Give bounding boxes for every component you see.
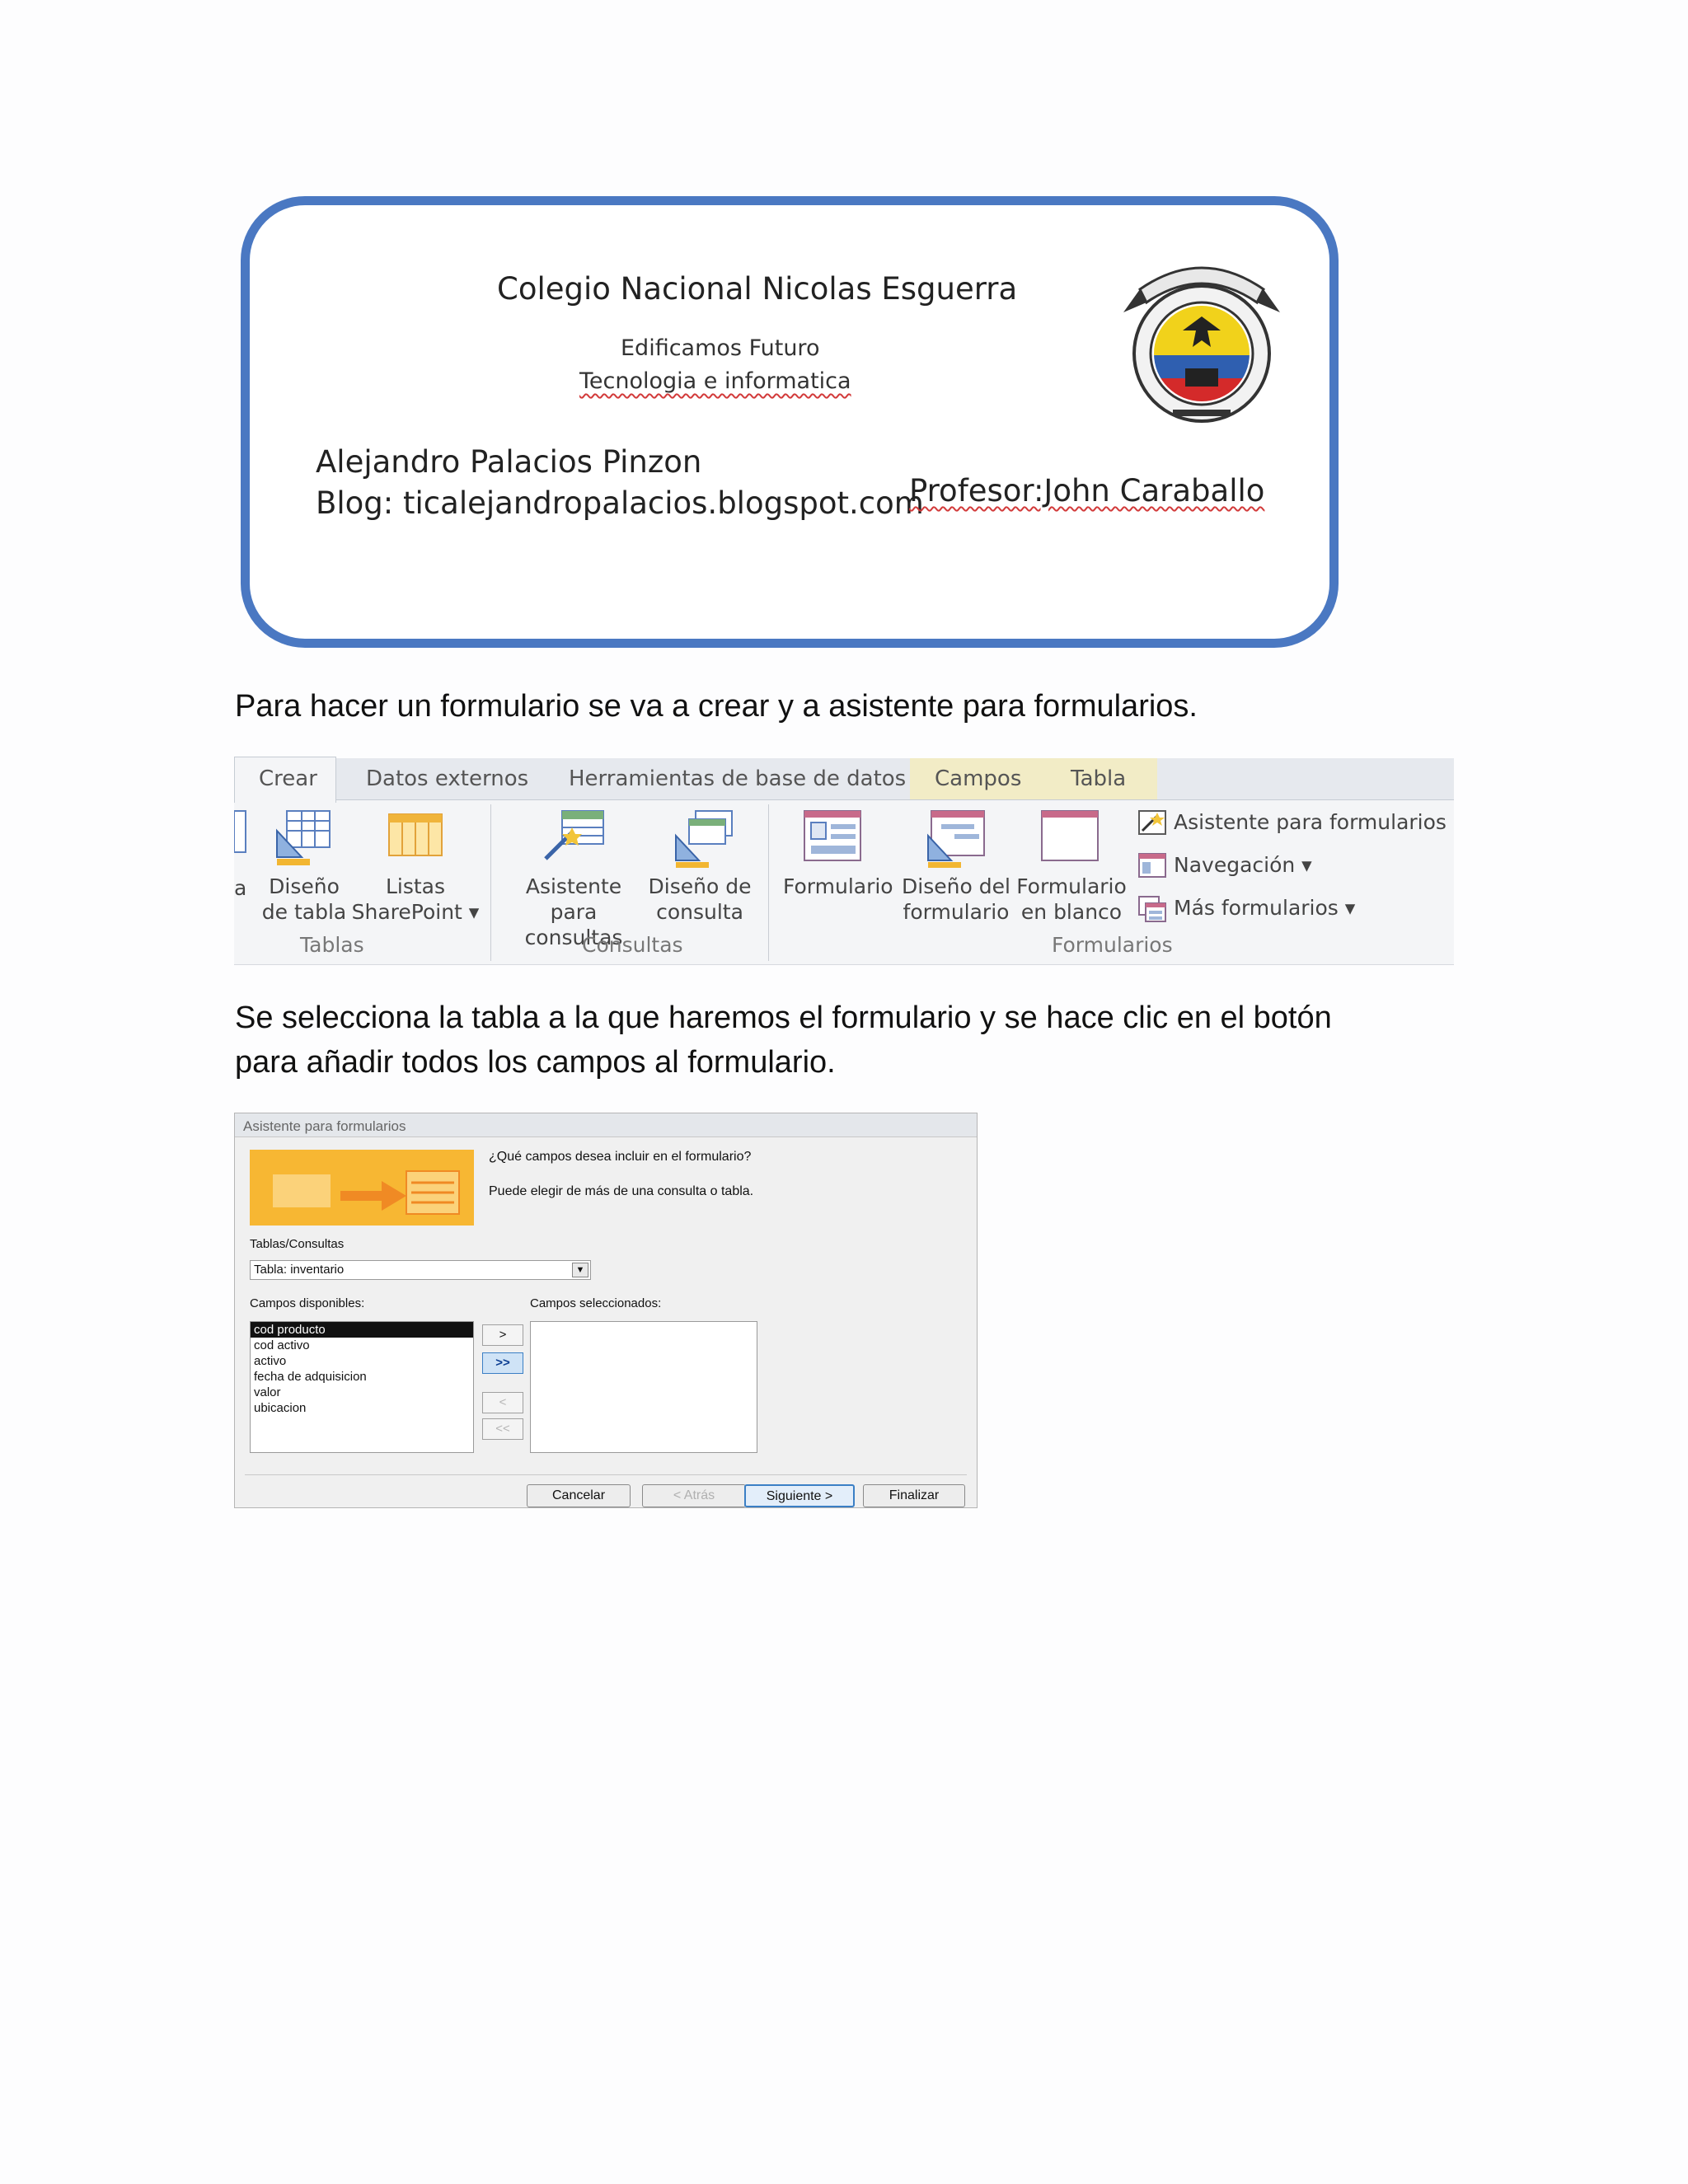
add-field-button[interactable]: > xyxy=(482,1324,523,1346)
form-wizard-dialog xyxy=(234,1113,978,1508)
selected-fields-list[interactable] xyxy=(530,1321,757,1453)
listas-label-1: Listas xyxy=(385,874,446,898)
school-name: Colegio Nacional Nicolas Esguerra xyxy=(497,271,1018,307)
diseno-formulario-label-2: formulario xyxy=(903,900,1010,924)
navigation-form-icon xyxy=(1137,852,1167,880)
group-separator xyxy=(490,804,491,961)
tab-crear[interactable]: Crear xyxy=(259,766,317,791)
header-card xyxy=(241,196,1339,648)
back-button[interactable]: < Atrás xyxy=(642,1484,746,1507)
query-design-icon xyxy=(673,809,735,869)
table-select-value: Tabla: inventario xyxy=(254,1263,345,1277)
list-item[interactable]: activo xyxy=(254,1354,287,1368)
remove-all-fields-button[interactable]: << xyxy=(482,1418,523,1440)
selected-fields-label: Campos seleccionados: xyxy=(530,1296,662,1310)
teacher-name: Profesor:John Caraballo xyxy=(909,473,1265,509)
chevron-down-icon[interactable]: ▼ xyxy=(572,1263,588,1277)
formulario-blanco-label-2: en blanco xyxy=(1020,900,1123,924)
list-item[interactable]: ubicacion xyxy=(254,1401,307,1415)
table-design-icon xyxy=(274,808,333,867)
dialog-title: Asistente para formularios xyxy=(243,1118,406,1134)
sharepoint-list-icon xyxy=(387,813,445,862)
tab-datos-externos[interactable]: Datos externos xyxy=(366,766,529,791)
ribbon-cut-label: a xyxy=(234,876,247,900)
asistente-consultas-label-1: Asistente para xyxy=(525,874,622,924)
tab-herramientas-base-datos[interactable]: Herramientas de base de datos xyxy=(569,766,907,791)
diseno-consulta-label-2: consulta xyxy=(656,900,743,924)
cancel-button[interactable]: Cancelar xyxy=(527,1484,631,1507)
wizard-hint: Puede elegir de más de una consulta o tabla. xyxy=(489,1184,754,1198)
form-wizard-icon xyxy=(1137,809,1167,837)
wizard-banner-image xyxy=(250,1150,474,1226)
access-ribbon xyxy=(234,758,1454,965)
formulario-blanco-label-1: Formulario xyxy=(1016,874,1127,898)
navegacion-label: Navegación ▾ xyxy=(1174,853,1312,877)
tab-campos[interactable]: Campos xyxy=(935,766,1022,791)
list-item[interactable]: cod producto xyxy=(251,1322,473,1338)
asistente-consultas-label-2: consultas xyxy=(524,926,623,949)
instruction-text-2-line-1: Se selecciona la tabla a la que haremos el formulario y se hace clic en el botón xyxy=(235,1001,1332,1035)
form-icon xyxy=(803,809,862,864)
remove-field-button[interactable]: < xyxy=(482,1392,523,1413)
list-item[interactable]: fecha de adquisicion xyxy=(254,1370,367,1384)
group-label-tablas: Tablas xyxy=(300,933,364,957)
form-design-icon xyxy=(925,809,987,869)
instruction-text-2-line-2: para añadir todos los campos al formulario. xyxy=(235,1045,836,1080)
formulario-label: Formulario xyxy=(783,874,893,898)
available-fields-list[interactable] xyxy=(250,1321,474,1453)
available-fields-label: Campos disponibles: xyxy=(250,1296,365,1310)
more-forms-icon xyxy=(1137,895,1167,923)
group-separator xyxy=(768,804,769,961)
diseno-consulta-label-1: Diseño de xyxy=(648,874,752,898)
ribbon-tabbar xyxy=(234,758,1454,800)
diseno-tabla-label-2: de tabla xyxy=(261,900,347,924)
list-item[interactable]: cod activo xyxy=(254,1338,310,1352)
school-seal-logo xyxy=(1107,238,1296,428)
diseno-formulario-label-1: Diseño del xyxy=(902,874,1010,898)
list-item[interactable]: valor xyxy=(254,1385,281,1399)
student-blog: Blog: ticalejandropalacios.blogspot.com xyxy=(316,485,924,521)
dialog-divider xyxy=(245,1474,967,1475)
wizard-question: ¿Qué campos desea incluir en el formulario? xyxy=(489,1150,752,1164)
add-all-fields-button[interactable]: >> xyxy=(482,1352,523,1374)
finish-button[interactable]: Finalizar xyxy=(863,1484,965,1507)
subject-name: Tecnologia e informatica xyxy=(579,368,851,394)
instruction-text-1: Para hacer un formulario se va a crear y a asistente para formularios. xyxy=(235,689,1198,724)
mas-formularios-label: Más formularios ▾ xyxy=(1174,896,1356,920)
listas-label-2: SharePoint ▾ xyxy=(351,900,480,924)
query-wizard-icon xyxy=(542,809,608,869)
blank-form-icon xyxy=(1040,809,1100,864)
tables-queries-label: Tablas/Consultas xyxy=(250,1237,345,1251)
next-button[interactable]: Siguiente > xyxy=(744,1484,855,1507)
table-select[interactable] xyxy=(250,1260,591,1280)
school-motto: Edificamos Futuro xyxy=(621,335,820,361)
student-name: Alejandro Palacios Pinzon xyxy=(316,444,702,480)
tab-tabla[interactable]: Tabla xyxy=(1071,766,1127,791)
diseno-tabla-label-1: Diseño xyxy=(269,874,340,898)
table-icon-partial xyxy=(234,809,247,859)
group-label-consultas: Consultas xyxy=(582,933,683,957)
asistente-formularios-label: Asistente para formularios xyxy=(1174,810,1447,834)
group-label-formularios: Formularios xyxy=(1052,933,1173,957)
